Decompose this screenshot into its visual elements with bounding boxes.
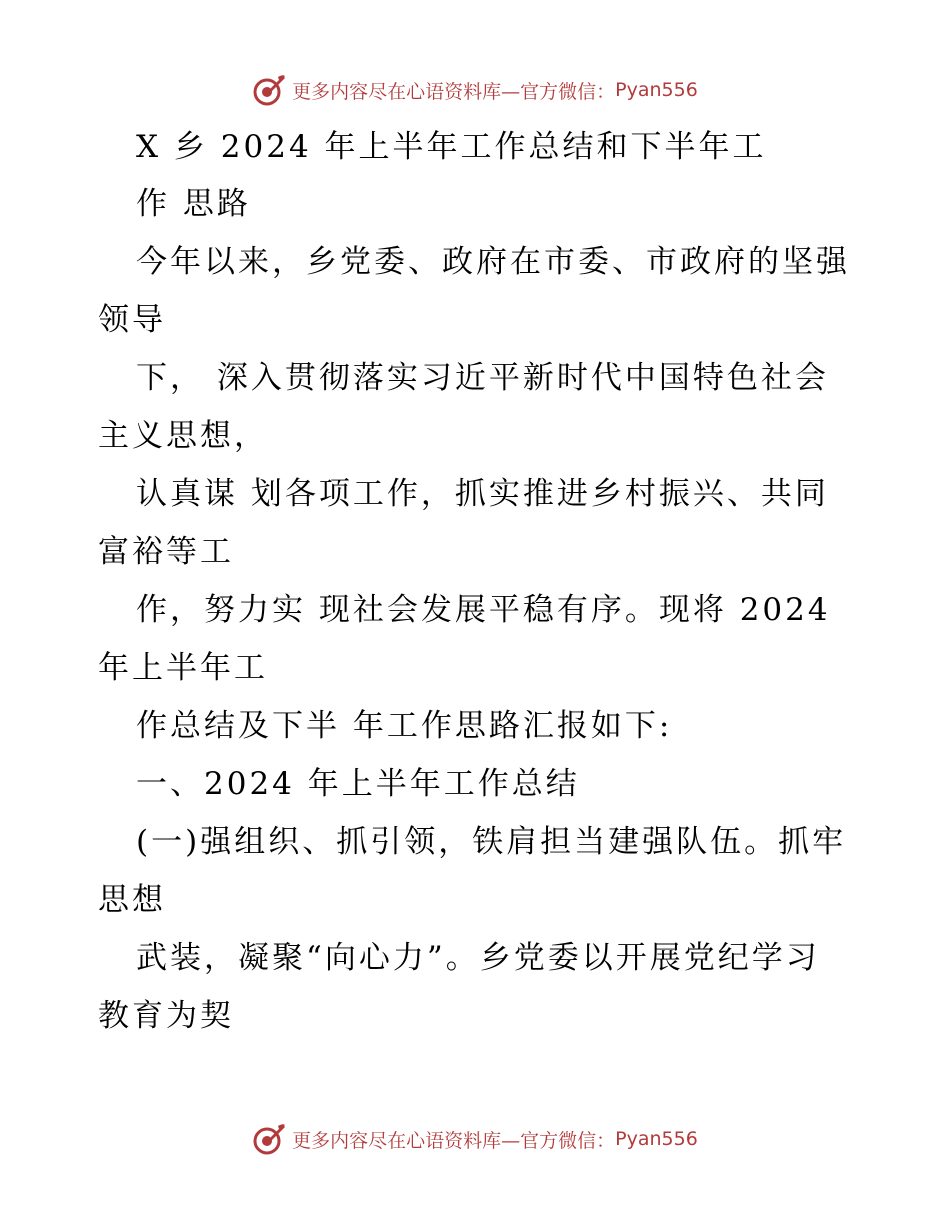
footer-watermark — [0, 1119, 950, 1159]
doc-title-line-2: 作 思路 — [136, 186, 251, 222]
doc-text-line: 今年以来，乡党委、政府在市委、市政府的坚强 — [136, 244, 850, 280]
doc-text-line: 武装，凝聚“向心力”。乡党委以开展党纪学习 — [136, 940, 820, 976]
doc-text-line: 富裕等工 — [98, 534, 234, 570]
doc-text-line: 主义思想， — [98, 418, 268, 454]
header-watermark — [0, 70, 950, 110]
doc-text-line: 作总结及下半 年工作思路汇报如下: — [136, 708, 673, 744]
doc-text-line: 领导 — [98, 302, 166, 338]
doc-text-line: 思想 — [98, 882, 166, 918]
quill-logo-icon — [252, 1122, 286, 1156]
doc-text-line: 年上半年工 — [98, 650, 268, 686]
quill-logo-icon — [252, 73, 286, 107]
doc-text-line: 作，努力实 现社会发展平稳有序。现将 2024 — [136, 592, 831, 628]
doc-text-line: 认真谋 划各项工作，抓实推进乡村振兴、共同 — [136, 476, 829, 512]
watermark-handle: Pyan556 — [615, 1128, 698, 1150]
doc-text-line: 下， 深入贯彻落实习近平新时代中国特色社会 — [136, 360, 829, 396]
doc-text-line: (一)强组织、抓引领，铁肩担当建强队伍。抓牢 — [136, 824, 847, 860]
watermark-handle: Pyan556 — [615, 79, 698, 101]
watermark-text: 更多内容尽在心语资料库—官方微信： — [292, 80, 616, 103]
watermark-text: 更多内容尽在心语资料库—官方微信： — [292, 1129, 616, 1152]
doc-title-line-1: X 乡 2024 年上半年工作总结和下半年工 — [136, 129, 767, 165]
section-heading: 一、2024 年上半年工作总结 — [136, 766, 580, 802]
doc-text-line: 教育为契 — [98, 998, 234, 1034]
